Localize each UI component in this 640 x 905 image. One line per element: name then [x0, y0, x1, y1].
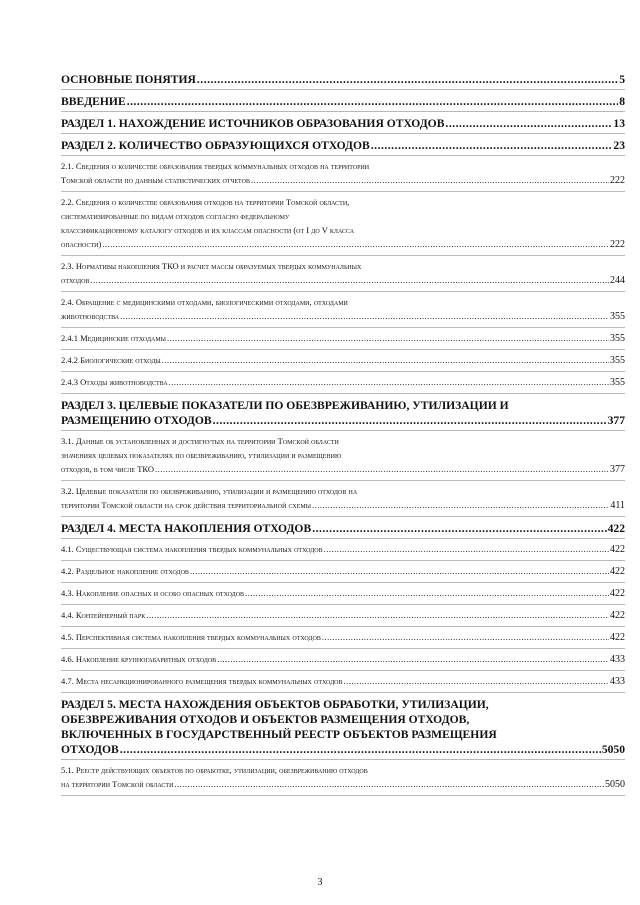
- toc-section-entry[interactable]: [61, 517, 625, 539]
- dot-leader: [312, 498, 609, 512]
- toc-entry-line: 2.1. Сведения о количестве образования твердых коммунальных отходов на территории: [61, 161, 370, 171]
- toc-subsection-entry[interactable]: [61, 649, 625, 671]
- toc-entry-title: 2.4.1 Медицинские отходамы: [61, 333, 166, 343]
- dot-leader: [251, 173, 609, 187]
- toc-entry-line: РАЗДЕЛ 3. ЦЕЛЕВЫЕ ПОКАЗАТЕЛИ ПО ОБЕЗВРЕЖИВАНИЮ, УТИЛИЗАЦИИ И: [61, 399, 509, 412]
- toc-section-entry[interactable]: [61, 90, 625, 112]
- toc-entry-title: РАЗМЕЩЕНИЮ ОТХОДОВ: [61, 414, 212, 427]
- toc-page-number: 8: [619, 95, 625, 108]
- toc-subsection-entry[interactable]: [61, 627, 625, 649]
- toc-subsection-entry[interactable]: [61, 481, 625, 517]
- dot-leader: [213, 413, 607, 428]
- toc-entry-title: 2.4.3 Отходы животноводства: [61, 377, 168, 387]
- toc-page-number: 433: [610, 654, 625, 665]
- toc-entry-title: 4.3. Накопление опасных и особо опасных отходов: [61, 588, 245, 598]
- toc-page-number: 422: [610, 610, 625, 621]
- dot-leader: [217, 652, 609, 666]
- dot-leader: [371, 138, 613, 153]
- dot-leader: [167, 331, 609, 345]
- dot-leader: [169, 375, 609, 389]
- toc-entry-line: 2.3. Нормативы накопления ТКО и расчет массы образуемых твердых коммунальных: [61, 261, 362, 271]
- toc-page-number: 355: [610, 333, 625, 344]
- dot-leader: [146, 608, 609, 622]
- toc-entry-title: 4.1. Существующая система накопления твердых коммунальных отходов: [61, 544, 323, 554]
- toc-section-entry[interactable]: [61, 68, 625, 90]
- dot-leader: [324, 542, 609, 556]
- table-of-contents: [61, 68, 625, 796]
- toc-entry-title: РАЗДЕЛ 2. КОЛИЧЕСТВО ОБРАЗУЮЩИХСЯ ОТХОДОВ: [61, 139, 370, 152]
- toc-page-number: 222: [610, 175, 625, 186]
- toc-entry-line: ОБЕЗВРЕЖИВАНИЯ ОТХОДОВ И ОБЪЕКТОВ РАЗМЕЩЕНИЯ ОТХОДОВ,: [61, 713, 470, 726]
- toc-entry-line: систематизированные по видам отходов согласно федеральному: [61, 211, 290, 221]
- dot-leader: [190, 564, 609, 578]
- dot-leader: [102, 237, 609, 251]
- toc-entry-title: 4.7. Места несанкционированного размещения твердых коммунальных отходов: [61, 676, 343, 686]
- toc-entry-title: опасности): [61, 239, 102, 249]
- toc-entry-title: 4.5. Перспективная система накопления твердых коммунальных отходов: [61, 632, 321, 642]
- dot-leader: [245, 586, 609, 600]
- toc-page-number: 23: [613, 139, 625, 152]
- dot-leader: [120, 309, 609, 323]
- toc-entry-line: РАЗДЕЛ 5. МЕСТА НАХОЖДЕНИЯ ОБЪЕКТОВ ОБРАБОТКИ, УТИЛИЗАЦИИ,: [61, 698, 489, 711]
- toc-entry-title: ОСНОВНЫЕ ПОНЯТИЯ: [61, 73, 196, 86]
- toc-section-entry[interactable]: [61, 134, 625, 156]
- toc-subsection-entry[interactable]: [61, 192, 625, 256]
- dot-leader: [174, 777, 604, 791]
- toc-subsection-entry[interactable]: [61, 561, 625, 583]
- toc-subsection-entry[interactable]: [61, 350, 625, 372]
- toc-entry-title: 4.6. Накопление крупногабаритных отходов: [61, 654, 217, 664]
- toc-page-number: 355: [610, 355, 625, 366]
- dot-leader: [322, 630, 609, 644]
- toc-entry-title: 4.2. Раздельное накопление отходов: [61, 566, 189, 576]
- toc-page-number: 377: [607, 414, 625, 427]
- toc-entry-line: 3.2. Целевые показатели по обезвреживанию, утилизации и размещению отходов на: [61, 486, 358, 496]
- dot-leader: [120, 742, 601, 757]
- toc-page-number: 355: [610, 311, 625, 322]
- toc-entry-title: территории Томской области на срок действия территориальной схемы: [61, 500, 311, 510]
- toc-section-entry[interactable]: [61, 693, 625, 760]
- toc-page-number: 422: [610, 544, 625, 555]
- toc-entry-line: 2.2. Сведения о количестве образования отходов на территории Томской области,: [61, 197, 350, 207]
- toc-subsection-entry[interactable]: [61, 328, 625, 350]
- toc-entry-title: РАЗДЕЛ 4. МЕСТА НАКОПЛЕНИЯ ОТХОДОВ: [61, 522, 312, 535]
- toc-entry-title: Томской области по данным статистических отчетов: [61, 175, 250, 185]
- toc-entry-title: ВВЕДЕНИЕ: [61, 95, 126, 108]
- toc-section-entry[interactable]: [61, 112, 625, 134]
- toc-subsection-entry[interactable]: [61, 156, 625, 192]
- dot-leader: [162, 353, 609, 367]
- toc-entry-title: РАЗДЕЛ 1. НАХОЖДЕНИЕ ИСТОЧНИКОВ ОБРАЗОВАНИЯ ОТХОДОВ: [61, 117, 445, 130]
- toc-page-number: 433: [610, 676, 625, 687]
- toc-page-number: 422: [607, 522, 625, 535]
- toc-entry-title: отходов: [61, 275, 90, 285]
- toc-page-number: 5050: [605, 779, 625, 790]
- toc-subsection-entry[interactable]: [61, 256, 625, 292]
- dot-leader: [127, 94, 619, 109]
- toc-page-number: 422: [610, 632, 625, 643]
- toc-subsection-entry[interactable]: [61, 671, 625, 693]
- toc-entry-title: 4.4. Контейнерный парк: [61, 610, 146, 620]
- toc-entry-title: на территории Томской области: [61, 779, 174, 789]
- toc-entry-title: отходов, в том числе ТКО: [61, 464, 154, 474]
- dot-leader: [445, 116, 612, 131]
- toc-page-number: 422: [610, 588, 625, 599]
- toc-entry-title: 2.4.2 Биологические отходы: [61, 355, 161, 365]
- toc-section-entry[interactable]: [61, 394, 625, 431]
- dot-leader: [155, 462, 609, 476]
- dot-leader: [91, 273, 610, 287]
- toc-subsection-entry[interactable]: [61, 431, 625, 481]
- toc-subsection-entry[interactable]: [61, 583, 625, 605]
- toc-page-number: 355: [610, 377, 625, 388]
- toc-entry-line: ВКЛЮЧЕННЫХ В ГОСУДАРСТВЕННЫЙ РЕЕСТР ОБЪЕКТОВ РАЗМЕЩЕНИЯ: [61, 728, 497, 741]
- toc-subsection-entry[interactable]: [61, 760, 625, 796]
- toc-page-number: 422: [610, 566, 625, 577]
- toc-page-number: 411: [610, 500, 625, 511]
- toc-entry-line: 2.4. Обращение с медицинскими отходами, биологическими отходами, отходами: [61, 297, 348, 307]
- toc-subsection-entry[interactable]: [61, 605, 625, 627]
- toc-page-number: 5: [619, 73, 625, 86]
- toc-entry-line: значениях целевых показателях по обезвреживанию, утилизации и размещению: [61, 450, 342, 460]
- toc-entry-line: классификационному каталогу отходов и их классам опасности (от I до V класса: [61, 225, 355, 235]
- toc-subsection-entry[interactable]: [61, 292, 625, 328]
- dot-leader: [197, 72, 618, 87]
- toc-entry-title: животноводства: [61, 311, 120, 321]
- toc-page-number: 5050: [601, 743, 625, 756]
- toc-subsection-entry[interactable]: [61, 539, 625, 561]
- dot-leader: [344, 674, 609, 688]
- toc-page-number: 377: [610, 464, 625, 475]
- dot-leader: [312, 521, 606, 536]
- toc-entry-line: 3.1. Данные об установленных и достигнутых на территории Томской области: [61, 436, 339, 446]
- toc-entry-title: ОТХОДОВ: [61, 743, 119, 756]
- toc-page-number: 13: [613, 117, 625, 130]
- toc-entry-line: 5.1. Реестр действующих объектов по обработке, утилизации, обезвреживанию отходов: [61, 765, 368, 775]
- toc-page-number: 222: [610, 239, 625, 250]
- toc-page-number: 244: [610, 275, 625, 286]
- page-number: 3: [317, 877, 323, 888]
- toc-subsection-entry[interactable]: [61, 372, 625, 394]
